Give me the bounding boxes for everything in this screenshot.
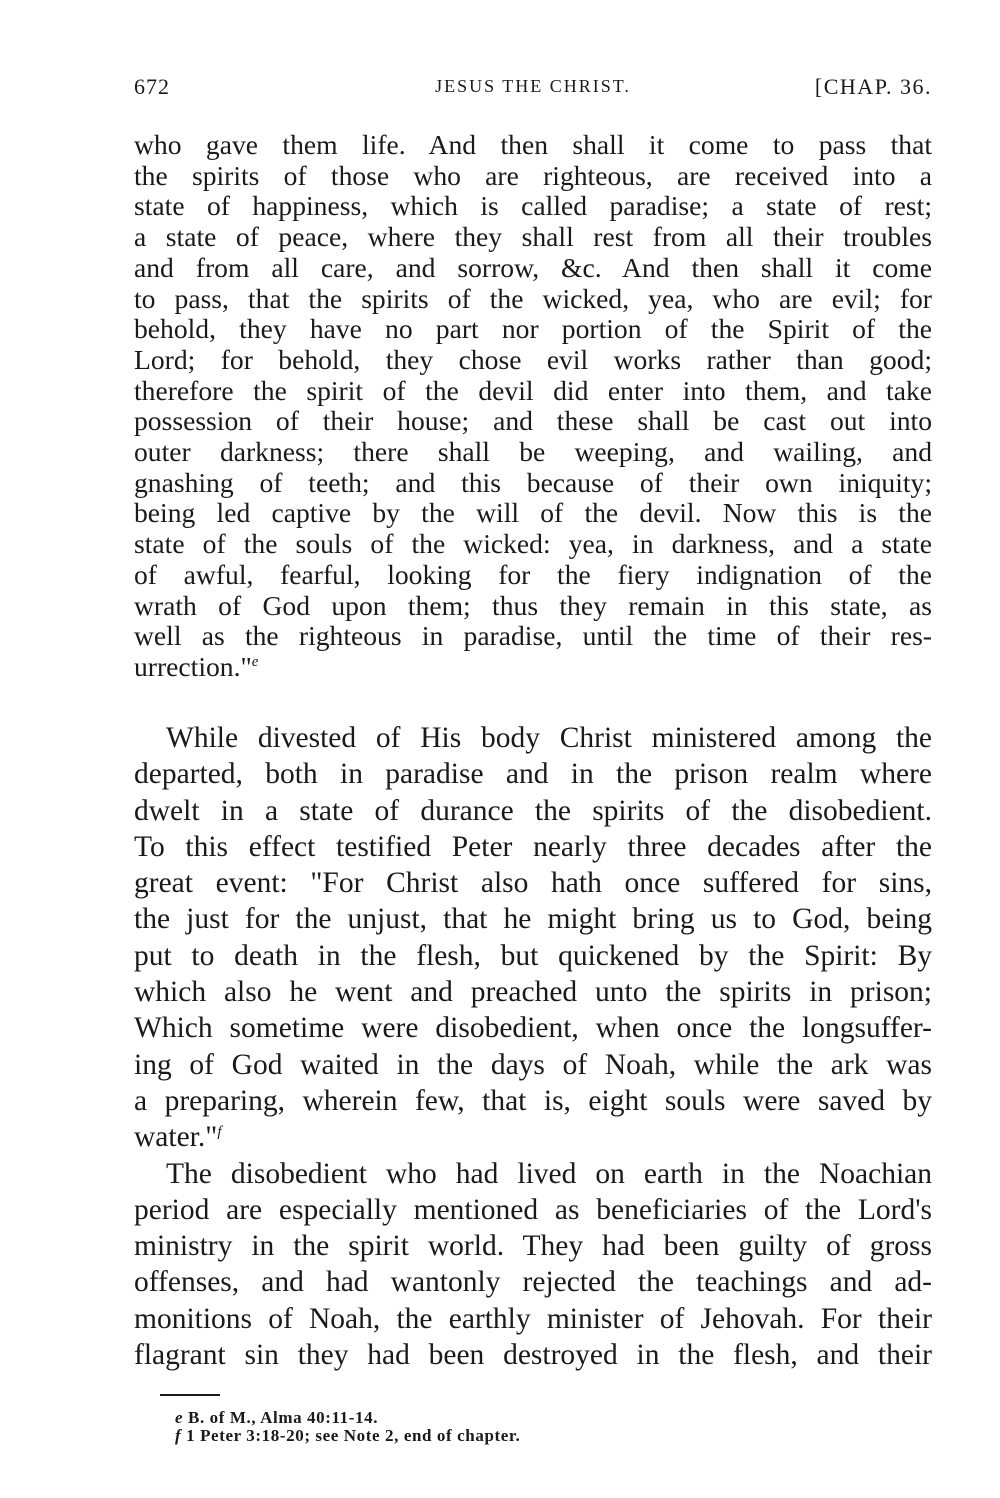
footnotes	[175, 1409, 775, 1445]
text-line-last	[134, 1119, 932, 1155]
text-line: Which sometime were disobedient, when once the longsuffer-	[134, 1012, 932, 1045]
text-line: period are especially mentioned as beneficiaries of the Lord's	[134, 1193, 932, 1226]
text-line: offenses, and had wantonly rejected the teachings and ad-	[134, 1266, 932, 1299]
running-header	[134, 74, 932, 106]
footnote-label: e	[175, 1408, 184, 1427]
text-line-last	[134, 652, 932, 683]
text-line: great event: "For Christ also hath once suffered for sins,	[134, 867, 932, 900]
text-line: and from all care, and sorrow, &c. And then shall it come	[134, 251, 932, 283]
text-line: urrection."	[134, 650, 252, 682]
text-line: dwelt in a state of durance the spirits of the disobedient.	[134, 794, 932, 827]
text-line: gnashing of teeth; and this because of their own iniquity;	[134, 466, 932, 498]
text-line: departed, both in paradise and in the prison realm where	[134, 758, 932, 791]
text-line: While divested of His body Christ ministered among the	[166, 722, 932, 754]
text-line: wrath of God upon them; thus they remain in this state, as	[134, 589, 932, 621]
text-line: therefore the spirit of the devil did enter into them, and take	[134, 374, 932, 406]
text-line: ministry in the spirit world. They had been guilty of gross	[134, 1230, 932, 1263]
text-line: put to death in the flesh, but quickened by the Spirit: By	[134, 939, 932, 972]
text-line: ing of God waited in the days of Noah, while the ark was	[134, 1048, 932, 1081]
footnote-text: 1 Peter 3:18-20; see Note 2, end of chapter.	[186, 1426, 521, 1445]
text-line: To this effect testified Peter nearly three decades after the	[134, 830, 932, 863]
text-line: a state of peace, where they shall rest from all their troubles	[134, 221, 932, 253]
text-line: possession of their house; and these shall be cast out into	[134, 405, 932, 437]
text-line: The disobedient who had lived on earth in the Noachian	[166, 1157, 932, 1190]
text-line: which also he went and preached unto the spirits in prison;	[134, 976, 932, 1009]
text-line: state of happiness, which is called paradise; a state of rest;	[134, 190, 932, 222]
footnote-text: B. of M., Alma 40:11-14.	[188, 1408, 379, 1427]
text-line: well as the righteous in paradise, until the time of their res-	[134, 620, 932, 652]
text-line: state of the souls of the wicked: yea, in darkness, and a state	[134, 528, 932, 560]
footnote-ref-e[interactable]: e	[251, 653, 259, 670]
alma-quotation	[134, 130, 932, 683]
text-line: monitions of Noah, the earthly minister of Jehovah. For their	[134, 1302, 932, 1335]
footnote-ref-f[interactable]: f	[217, 1124, 222, 1141]
footnote-f	[175, 1427, 775, 1445]
footnote-label: f	[175, 1426, 182, 1445]
text-line: a preparing, wherein few, that is, eight souls were saved by	[134, 1084, 932, 1117]
footnote-e	[175, 1409, 775, 1427]
text-line: to pass, that the spirits of the wicked, yea, who are evil; for	[134, 282, 932, 314]
footnote-divider	[160, 1394, 220, 1396]
text-line: the just for the unjust, that he might bring us to God, being	[134, 903, 932, 936]
body-text	[134, 720, 932, 1373]
text-line: flagrant sin they had been destroyed in the flesh, and their	[134, 1339, 932, 1372]
text-line: who gave them life. And then shall it come to pass that	[134, 129, 932, 160]
text-line: of awful, fearful, looking for the fiery indignation of the	[134, 558, 932, 590]
text-line: behold, they have no part nor portion of the Spirit of the	[134, 313, 932, 345]
text-line: the spirits of those who are righteous, are received into a	[134, 159, 932, 191]
running-title: JESUS THE CHRIST.	[435, 76, 631, 96]
text-line: being led captive by the will of the devil. Now this is the	[134, 497, 932, 529]
text-line: outer darkness; there shall be weeping, and wailing, and	[134, 436, 932, 468]
page-number: 672	[134, 74, 170, 99]
text-line: Lord; for behold, they chose evil works rather than good;	[134, 343, 932, 375]
text-line: water."	[134, 1121, 218, 1154]
chapter-marker: [CHAP. 36.	[814, 74, 932, 99]
